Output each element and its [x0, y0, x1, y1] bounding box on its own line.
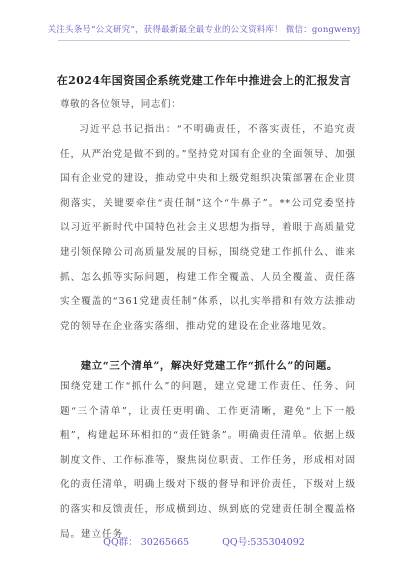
header-divider: [58, 40, 350, 41]
salutation: 尊敬的各位领导，同志们：: [60, 99, 182, 110]
body-paragraph: 习近平总书记指出：“不明确责任，不落实责任，不追究责任，从严治党是做不到的。”坚持党对国有企业的全面领导、加强国有企业党的建设，推动党中央和上级党组织决策部署在企业贯彻落实，关键要牵住“责任制”这个“牛鼻子”。**公司党委坚持以习近平新时代中国特色社会主义思想为指导，着眼于高质量党建引领保障公司高质量发展的目标，围绕党建工作抓什么、谁来抓、怎么抓等实际问题，构建工作全覆盖、人员全覆盖、责任落实全覆盖的“361党建责任制”体系，以扎实举措和有效方法推动党的领导在企业落实落细、推动党的建设在企业落地见效。: [60, 124, 356, 332]
header-note: 关注头条号“公文研究”，获得最新最全最专业的公文资料库！ 微信：gongwenyj: [47, 25, 361, 35]
footer-qq-group: QQ群： 30265665: [103, 537, 190, 548]
footer-contact: [0, 534, 408, 548]
footer-qq-number: QQ号:535304092: [222, 537, 305, 548]
document-title: 在2024年国资国企系统党建工作年中推进会上的汇报发言: [56, 74, 352, 87]
body-paragraph: 围绕党建工作“抓什么”的问题，建立党建工作责任、任务、问题“三个清单”，让责任更明确、工作更清晰，避免“上下一般粗”，构建起环环相扣的“责任链条”。明确责任清单。依据上级制度文件、工作标准等，聚焦岗位职责、工作任务，形成相对固化的责任清单，明确上级对下级的督导和评价责任，下级对上级的落实和反馈责任，形成横到边、纵到底的党建责任制全覆盖格局。建立任务: [60, 381, 356, 540]
section-heading: 建立“三个清单”，解决好党建工作“抓什么”的问题。: [80, 360, 338, 372]
